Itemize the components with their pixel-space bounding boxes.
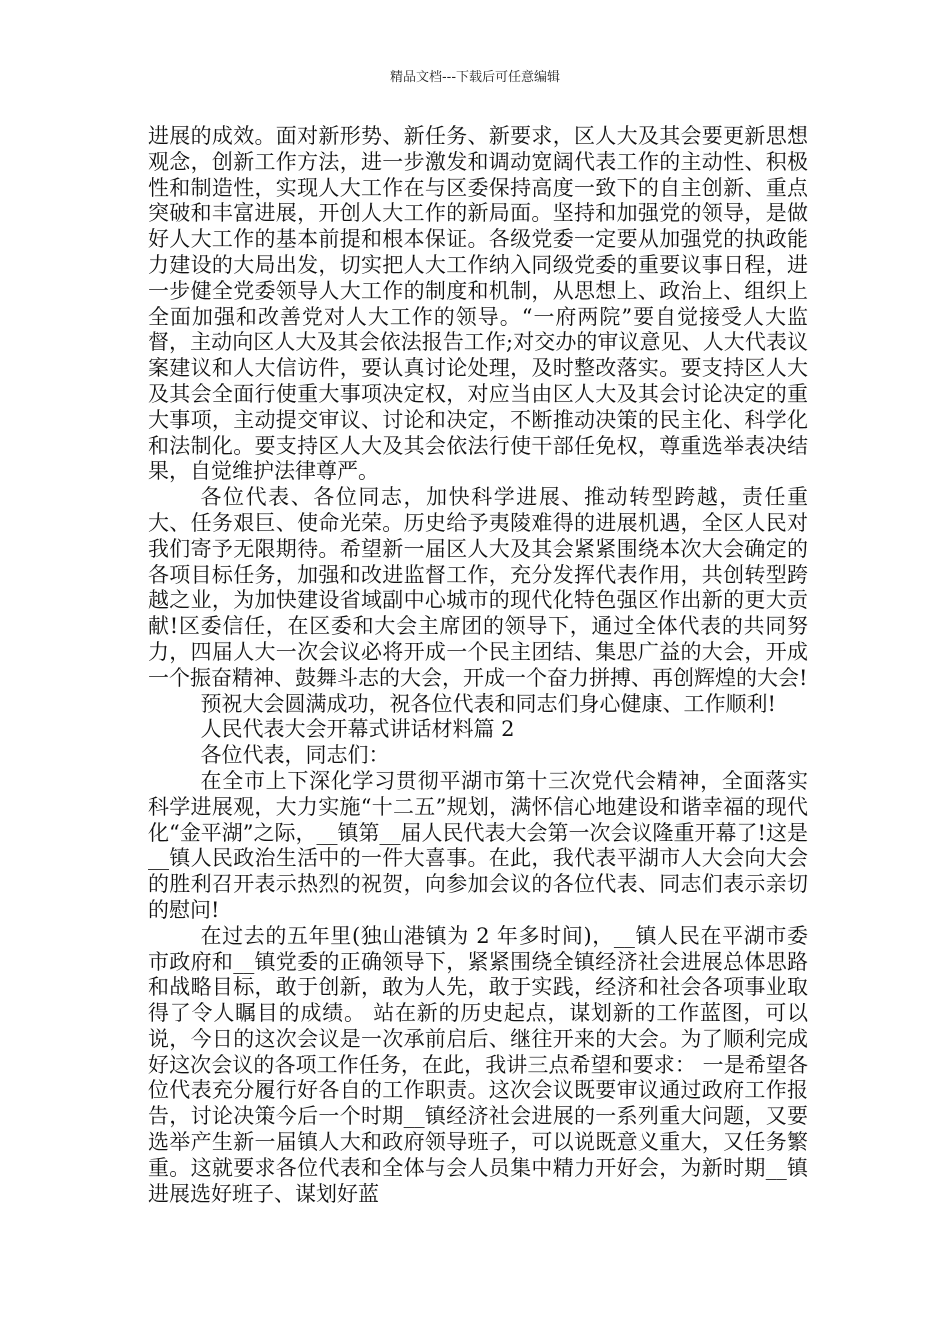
paragraph-1: 进展的成效。面对新形势、新任务、新要求，区人大及其会要更新思想观念，创新工作方法，进一步激发和调动宽阔代表工作的主动性、积极性和制造性，实现人大工作在与区委保持高度一致下的自主创新、重点突破和丰富进展，开创人大工作的新局面。坚持和加强党的领导，是做好人大工作的基本前提和根本保证。各级党委一定要从加强党的执政能力建设的大局出发，切实把人大工作纳入同级党委的重要议事日程，进一步健全党委领导人大工作的制度和机制，从思想上、政治上、组织上全面加强和改善党对人大工作的领导。“一府两院”要自觉接受人大监督，主动向区人大及其会依法报告工作;对交办的审议意见、人大代表议案建议和人大信访件，要认真讨论处理，及时整改落实。要支持区人大及其会全面行使重大事项决定权，对应当由区人大及其会讨论决定的重大事项，主动提交审议、讨论和决定，不断推动决策的民主化、科学化和法制化。要支持区人大及其会依法行使干部任免权，尊重选举表决结果，自觉维护法律尊严。 — [148, 124, 808, 484]
paragraph-2: 各位代表、各位同志，加快科学进展、推动转型跨越，责任重大、任务艰巨、使命光荣。历史给予夷陵难得的进展机遇，全区人民对我们寄予无限期待。希望新一届区人大及其会紧紧围绕本次大会确定的各项目标任务，加强和改进监督工作，充分发挥代表作用，共创转型跨越之业，为加快建设省域副中心城市的现代化特色强区作出新的更大贡献!区委信任，在区委和大会主席团的领导下，通过全体代表的共同努力，四届人大一次会议必将开成一个民主团结、集思广益的大会，开成一个振奋精神、鼓舞斗志的大会，开成一个奋力拼搏、再创辉煌的大会! — [148, 485, 808, 690]
paragraph-6: 在全市上下深化学习贯彻平湖市第十三次党代会精神，全面落实科学进展观，大力实施“十二五”规划，满怀信心地建设和谐幸福的现代化“金平湖”之际，__镇第__届人民代表大会第一次会议隆重开幕了!这是__镇人民政治生活中的一件大喜事。在此，我代表平湖市人大会向大会的胜利召开表示热烈的祝贺，向参加会议的各位代表、同志们表示亲切的慰问! — [148, 768, 808, 922]
section-title: 人民代表大会开幕式讲话材料篇 2 — [200, 717, 515, 742]
paragraph-3: 预祝大会圆满成功，祝各位代表和同志们身心健康、工作顺利! — [200, 691, 776, 716]
paragraph-7: 在过去的五年里(独山港镇为 2 年多时间)，__镇人民在平湖市委市政府和__镇党委的正确领导下，紧紧围绕全镇经济社会进展总体思路和战略目标，敢于创新，敢为人先，敢于实践，经济和社会各项事业取得了令人瞩目的成绩。 站在新的历史起点，谋划新的工作蓝图，可以说，今日的这次会议是一次承前启后、继往开来的大会。为了顺利完成好这次会议的各项工作任务，在此，我讲三点希望和要求： 一是希望各位代表充分履行好各自的工作职责。这次会议既要审议通过政府工作报告，讨论决策今后一个时期__镇经济社会进展的一系列重大问题，又要选举产生新一届镇人大和政府领导班子，可以说既意义重大，又任务繁重。这就要求各位代表和全体与会人员集中精力开好会，为新时期__镇进展选好班子、谋划好蓝 — [148, 923, 808, 1206]
page-header: 精品文档---下载后可任意编辑 — [389, 70, 561, 85]
salutation: 各位代表，同志们： — [200, 743, 390, 768]
document-body — [148, 124, 808, 1207]
